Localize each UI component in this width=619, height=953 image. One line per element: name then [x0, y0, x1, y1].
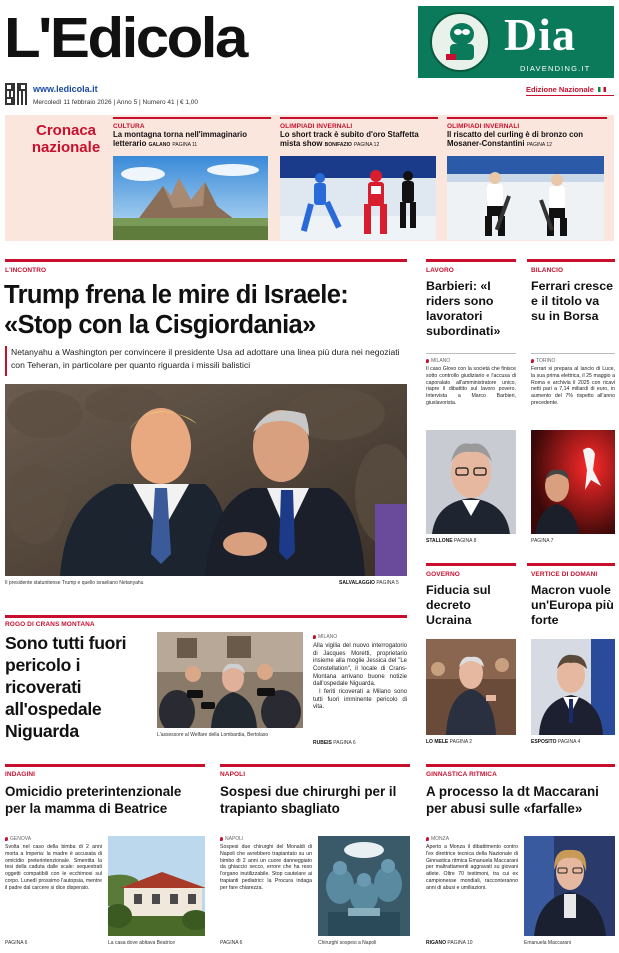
governo-page-ref[interactable]: LO MELE PAGINA 2 [426, 739, 473, 745]
governo-headline[interactable]: Fiducia sul decreto Ucraina [426, 583, 491, 627]
indagini-caption: La casa dove abitava Beatrice [108, 940, 175, 946]
bilancio-kicker: BILANCIO [531, 267, 564, 274]
masthead-url[interactable]: www.ledicola.it [33, 84, 98, 94]
cronaca-item-curling[interactable]: OLIMPIADI INVERNALI Il riscatto del curling è di bronzo con Mosaner-Constantini PAGINA 12 [447, 117, 607, 148]
ginnastica-page-ref[interactable]: RIGANO PAGINA 10 [426, 940, 473, 946]
indagini-page-ref[interactable]: PAGINA 6 [5, 940, 28, 946]
bilancio-headline[interactable]: Ferrari cresce e il titolo va su in Borsa [531, 279, 613, 323]
indagini-location: GENOVA [5, 836, 31, 842]
indagini-headline[interactable]: Omicidio preterintenzionale per la mamma di Beatrice [5, 784, 182, 816]
ginnastica-caption: Emanuela Maccarani [524, 940, 571, 946]
napoli-body: Sospesi due chirurghi del Monaldi di Napoli che avrebbero trapiantato su un bimbo di 2 anni un cuore danneggiato da ghiaccio secco, errore che ha reso l'organo inutilizzabile. Stop cautelare ai trapianti pediatrici: la Procura indaga per fare chiarezza. [220, 844, 312, 891]
lead-kicker: L'INCONTRO [5, 267, 47, 274]
indagini-kicker: INDAGINI [5, 771, 36, 778]
bilancio-body: Ferrari si prepara al lancio di Luce, la sua prima elettrica, il 25 maggio a Roma e archivia il 2025 con ricavi netti pari a 7,14 miliardi di euro, in aumento del 7% rispetto all'anno precedente. [531, 366, 615, 406]
dia-brand: Dia [504, 9, 576, 60]
masthead-date-line: Mercoledì 11 febbraio 2026 | Anno 5 | Numero 41 | € 1,00 [33, 99, 199, 106]
qr-code-icon [5, 83, 27, 105]
ginnastica-body: Aperto a Monza il dibattimento contro l'ex direttrice tecnica della Nazionale di Ginnastica ritmica Emanuela Maccarani per maltrattamenti aggravati su giovani atlete. Oltre 70 testimoni, tra cui ex campionesse mondiali, racconteranno anni di abusi e umiliazioni. [426, 844, 518, 891]
crans-caption: L'assessore al Welfare della Lombardia, Bertolaso [157, 732, 269, 738]
crans-headline[interactable]: Sono tutti fuori pericolo i ricoverati all'ospedale Niguarda [5, 633, 127, 741]
cronaca-image-curling [447, 156, 604, 240]
bilancio-page-ref[interactable]: PAGINA 7 [531, 538, 554, 544]
indagini-body: Svolta nel caso della bimba di 2 anni morta a Imperia: la madre è accusata di omicidio preterintenzionale. Smentita la tesi della caduta dalle scale: sequestrati oggetti compatibili con le ecchimosi sul corpo. Lunedì prossimo l'autopsia, mentre il padre dal carcere si dice disperato. [5, 844, 102, 891]
bilancio-photo [531, 430, 615, 534]
vertice-page-ref[interactable]: ESPOSITO PAGINA 4 [531, 739, 581, 745]
italy-flag-icon [598, 87, 606, 92]
cronaca-image-skaters [280, 156, 436, 240]
napoli-location: NAPOLI [220, 836, 243, 842]
cronaca-item-cultura[interactable]: CULTURA La montagna torna nell'immaginario letterario GALANO PAGINA 11 [113, 117, 271, 148]
lead-photo [5, 384, 407, 576]
lead-headline[interactable]: Trump frena le mire di Israele: «Stop con la Cisgiordania» [4, 281, 349, 339]
ginnastica-location: MONZA [426, 836, 449, 842]
napoli-caption: Chirurghi sospesi a Napoli [318, 940, 377, 946]
dia-sub: DIAVENDING.IT [520, 64, 591, 73]
lavoro-body: Il caso Glovo con la società che finisce sotto controllo giudiziario e l'accusa di caporalato all'amministratore unico, riapre il dibattito sul lavoro povero. Intervista a Marco Barbieri, giuslavorista. [426, 366, 516, 406]
napoli-photo [318, 836, 410, 936]
cronaca-item-short-track[interactable]: OLIMPIADI INVERNALI Lo short track è subito d'oro Staffetta mista show BONIFAZIO PAGINA 12 [280, 117, 438, 148]
lavoro-headline[interactable]: Barbieri: «I riders sono lavoratori subordinati» [426, 279, 501, 338]
lead-page-ref[interactable]: SALVALAGGIO PAGINA 5 [339, 580, 399, 586]
napoli-page-ref[interactable]: PAGINA 6 [220, 940, 243, 946]
governo-kicker: GOVERNO [426, 571, 460, 578]
bilancio-location: TORINO [531, 358, 555, 364]
crans-page-ref[interactable]: RUBEIS PAGINA 6 [313, 740, 356, 746]
vertice-headline[interactable]: Macron vuole un'Europa più forte [531, 583, 614, 627]
crans-body: Alla vigilia del nuovo interrogatorio di Jacques Moretti, proprietario insieme alla moglie Jessica del "Le Constellation", il locale di Crans-Montana arrivano buone notizie dall'ospedale Niguarda. I feriti ricoverati a Milano sono tutti fuori imminente pericolo di vita. [313, 643, 407, 711]
dia-mascot-icon [430, 12, 490, 72]
edition-label: Edizione Nazionale [526, 85, 606, 94]
crans-location: MILANO [313, 634, 337, 640]
napoli-headline[interactable]: Sospesi due chirurghi per il trapianto sbagliato [220, 784, 397, 816]
cronaca-label: Cronaca nazionale [31, 122, 101, 156]
crans-photo [157, 632, 303, 728]
lavoro-location: MILANO [426, 358, 450, 364]
ginnastica-kicker: GINNASTICA RITMICA [426, 771, 497, 778]
masthead-title: L'Edicola [4, 5, 246, 70]
lead-standfirst: Netanyahu a Washington per convincere il presidente Usa ad adottare una linea più dura nei negoziati con Teheran, in particolare per quanto riguarda i missili balistici [11, 347, 400, 370]
lavoro-kicker: LAVORO [426, 267, 454, 274]
lead-caption: Il presidente statunitense Trump e quello israeliano Netanyahu [5, 580, 144, 586]
cronaca-image-mountain [113, 156, 268, 240]
vertice-photo [531, 639, 615, 735]
indagini-photo [108, 836, 205, 936]
crans-kicker: ROGO DI CRANS MONTANA [5, 621, 95, 628]
dia-logo-box[interactable] [418, 6, 614, 78]
governo-photo [426, 639, 516, 735]
ginnastica-headline[interactable]: A processo la dt Maccarani per abusi sulle «farfalle» [426, 784, 599, 816]
napoli-kicker: NAPOLI [220, 771, 246, 778]
ginnastica-photo [524, 836, 615, 936]
lavoro-page-ref[interactable]: STALLONE PAGINA 8 [426, 538, 477, 544]
vertice-kicker: VERTICE DI DOMANI [531, 571, 598, 578]
lavoro-photo [426, 430, 516, 534]
